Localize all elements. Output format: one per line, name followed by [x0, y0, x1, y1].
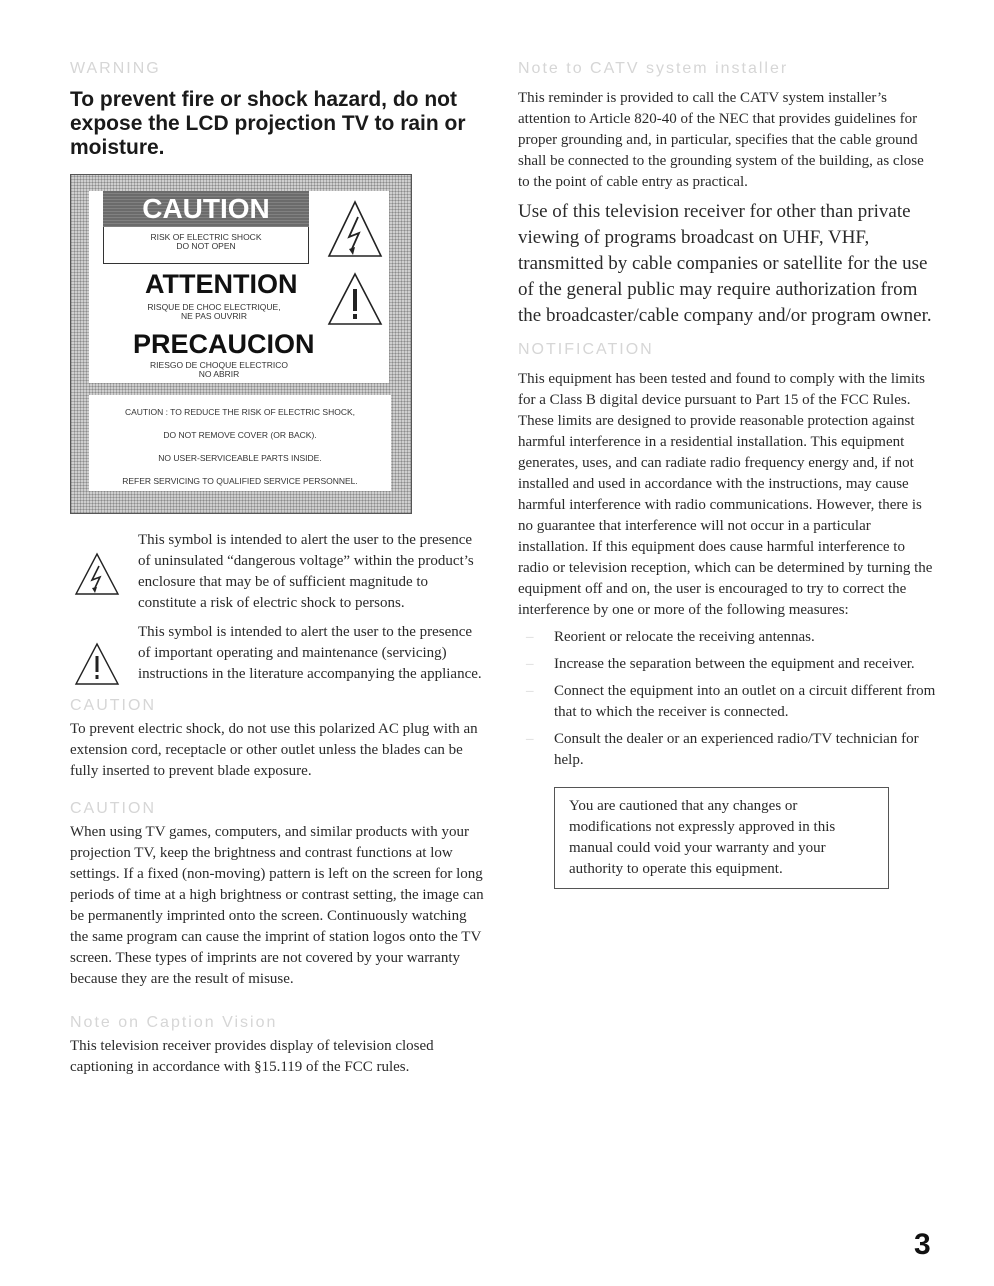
caution-label-image: [70, 174, 412, 514]
measure-text: Consult the dealer or an experienced radio/TV technician for help.: [554, 731, 919, 768]
polarized-plug-paragraph: To prevent electric shock, do not use this polarized AC plug with an extension cord, receptacle or other outlet unless the blades can be fully inserted to prevent blade exposure.: [70, 721, 478, 779]
caption-vision-paragraph: This television receiver provides display of television closed captioning in accordance with §15.119 of the FCC rules.: [70, 1038, 434, 1075]
notification-heading: NOTIFICATION: [518, 341, 654, 358]
caution-label-top: [89, 191, 389, 383]
caution-heading-1: CAUTION: [70, 697, 156, 714]
instructions-symbol-text: This symbol is intended to alert the user to the presence of important operating and maintenance (servicing) instructions in the literature accompanying the appliance.: [138, 624, 482, 682]
precaucion-sub-2: NO ABRIR: [198, 369, 240, 379]
measure-text: Reorient or relocate the receiving antennas.: [554, 629, 815, 645]
lightning-warning-icon: [327, 199, 383, 259]
label-line-3: NO USER-SERVICEABLE PARTS INSIDE.: [158, 453, 322, 463]
label-line-1: CAUTION : TO REDUCE THE RISK OF ELECTRIC SHOCK,: [124, 407, 355, 417]
list-item: [526, 729, 938, 771]
bullet-mark: –: [526, 683, 534, 699]
measure-text: Increase the separation between the equipment and receiver.: [554, 656, 915, 672]
attention-title: ATTENTION: [145, 269, 298, 299]
precaucion-sub-1: RIESGO DE CHOQUE ELECTRICO: [150, 360, 288, 370]
page-number: 3: [914, 1228, 931, 1261]
caption-vision-heading: Note on Caption Vision: [70, 1014, 278, 1031]
private-viewing-paragraph: Use of this television receiver for other than private viewing of programs broadcast on UHF, VHF, transmitted by cable companies or satellite for the use of the general public may require authorization from the broadcaster/cable company and/or program owner.: [518, 201, 932, 326]
caution-banner: CAUTION: [103, 191, 309, 227]
measure-text: Connect the equipment into an outlet on a circuit different from that to which the receiver is connected.: [554, 683, 936, 720]
label-line-2: DO NOT REMOVE COVER (OR BACK).: [163, 430, 317, 440]
list-item: [526, 654, 938, 675]
right-column: [518, 60, 938, 889]
attention-sub-1: RISQUE DE CHOC ELECTRIQUE,: [147, 302, 281, 312]
bullet-mark: –: [526, 731, 534, 747]
label-line-4: REFER SERVICING TO QUALIFIED SERVICE PERSONNEL.: [122, 476, 358, 486]
list-item: [526, 681, 938, 723]
exclamation-triangle-icon: [74, 642, 120, 686]
screen-imprint-paragraph: When using TV games, computers, and similar products with your projection TV, keep the brightness and contrast functions at low settings. If a fixed (non-moving) pattern is left on the screen for long periods of time at a high brightness or contrast setting, the image can be permanently imprinted onto the screen. Continuously watching the same program can cause the imprint of station logos onto the TV screen. These types of imprints are not covered by your warranty because they are the result of misuse.: [70, 824, 484, 987]
lightning-triangle-icon: [74, 552, 120, 596]
bullet-mark: –: [526, 656, 534, 672]
modification-notice-box: You are cautioned that any changes or modifications not expressly approved in this manual could void your warranty and your authority to operate this equipment.: [554, 787, 889, 889]
catv-paragraph: This reminder is provided to call the CATV system installer’s attention to Article 820-40 of the NEC that provides guidelines for proper grounding and, in particular, specifies that the cable ground shall be connected to the grounding system of the building, as close to the point of cable entry as practical.: [518, 90, 924, 190]
caution-sub-2: DO NOT OPEN: [176, 241, 236, 251]
bullet-mark: –: [526, 629, 534, 645]
caution-label-bottom: [89, 395, 391, 491]
caution-box: [103, 227, 309, 264]
warning-heading: WARNING: [70, 60, 161, 77]
left-column: [70, 60, 485, 1078]
caution-sub-1: RISK OF ELECTRIC SHOCK: [150, 232, 262, 242]
fcc-paragraph: This equipment has been tested and found to comply with the limits for a Class B digital device pursuant to Part 15 of the FCC Rules. These limits are designed to provide reasonable protection against harmful interference in a residential installation. This equipment generates, uses, and can radiate radio frequency energy and, if not installed and used in accordance with the instructions, may cause harmful interference with radio communications. However, there is no guarantee that interference will not occur in a particular installation. If this equipment does cause harmful interference to radio or television reception, which can be determined by turning the equipment off and on, the user is encouraged to try to correct the interference by one or more of the following measures:: [518, 371, 933, 618]
catv-heading: Note to CATV system installer: [518, 60, 789, 77]
symbol-note-instructions: [70, 622, 485, 685]
voltage-symbol-text: This symbol is intended to alert the user to the presence of uninsulated “dangerous voltage” within the product’s enclosure that may be of sufficient magnitude to constitute a risk of electric shock to persons.: [138, 532, 474, 611]
attention-sub-2: NE PAS OUVRIR: [181, 311, 247, 321]
list-item: [526, 627, 938, 648]
symbol-note-voltage: [70, 530, 485, 614]
precaucion-title: PRECAUCION: [133, 329, 315, 359]
hazard-headline: To prevent fire or shock hazard, do not expose the LCD projection TV to rain or moisture.: [70, 88, 466, 159]
caution-heading-2: CAUTION: [70, 800, 156, 817]
exclamation-warning-icon: [327, 271, 383, 327]
